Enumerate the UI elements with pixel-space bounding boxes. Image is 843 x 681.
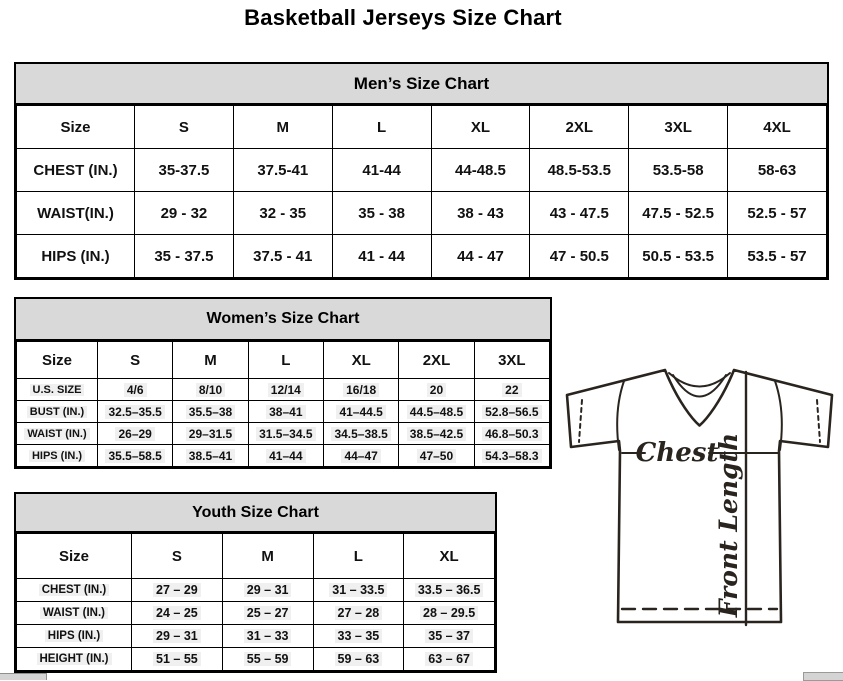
row-label-text: BUST (IN.): [27, 406, 87, 418]
sleeve-dashed-line: [579, 400, 582, 442]
cell-text: 29 – 31: [153, 629, 201, 643]
mens-table: [16, 105, 827, 278]
cell: [248, 423, 323, 445]
mens-header-row: [17, 106, 827, 149]
column-header: XL: [431, 106, 530, 149]
table-row: [17, 235, 827, 278]
cell: [474, 401, 549, 423]
cell-text: 38.5–41: [186, 449, 235, 463]
jersey-body-outline: [567, 370, 832, 622]
cell-text: 46.8–50.3: [482, 427, 541, 441]
column-header: XL: [323, 342, 398, 379]
collar-arc: [669, 373, 730, 387]
table-row: [17, 401, 550, 423]
cell-text: 29 – 31: [244, 583, 292, 597]
cell-text: 41–44: [266, 449, 305, 463]
armhole-seam: [775, 381, 782, 450]
cell: 43 - 47.5: [530, 192, 629, 235]
cell: 35 - 37.5: [135, 235, 234, 278]
row-label-text: CHEST (IN.): [39, 584, 110, 596]
youth-table: [16, 533, 495, 671]
cell-text: 35 – 37: [425, 629, 473, 643]
cell: [98, 379, 173, 401]
table-row: [17, 379, 550, 401]
cell: [222, 579, 313, 602]
cell: [222, 602, 313, 625]
row-label-text: U.S. SIZE: [30, 384, 85, 396]
page-title: Basketball Jerseys Size Chart: [244, 5, 562, 30]
jersey-measurement-diagram: [556, 362, 843, 629]
column-header: M: [222, 534, 313, 579]
cell-text: 33 – 35: [335, 629, 383, 643]
column-header: Size: [17, 342, 98, 379]
cell: 47 - 50.5: [530, 235, 629, 278]
cell: [313, 625, 404, 648]
jersey-outline-icon: [556, 362, 843, 629]
cell: [404, 579, 495, 602]
cell: 32 - 35: [233, 192, 332, 235]
cell-text: 31 – 33: [244, 629, 292, 643]
column-header: 4XL: [728, 106, 827, 149]
womens-header-row: [17, 342, 550, 379]
table-row: [17, 149, 827, 192]
row-label: [17, 579, 132, 602]
cell-text: 31.5–34.5: [256, 427, 315, 441]
womens-table: [16, 341, 550, 467]
front-length-label: Front Length: [714, 432, 743, 618]
cell: [404, 648, 495, 671]
cell: [248, 401, 323, 423]
cell-text: 27 – 29: [153, 583, 201, 597]
cell-text: 34.5–38.5: [331, 427, 390, 441]
cell: [474, 445, 549, 467]
cell: [399, 379, 474, 401]
row-label-text: HIPS (IN.): [29, 450, 85, 462]
cell: 47.5 - 52.5: [629, 192, 728, 235]
cell-text: 41–44.5: [336, 405, 385, 419]
column-header: Size: [17, 534, 132, 579]
table-row: [17, 625, 495, 648]
cell-text: 16/18: [343, 383, 379, 397]
cell: [474, 423, 549, 445]
row-label: HIPS (IN.): [17, 235, 135, 278]
cell-text: 63 – 67: [425, 652, 473, 666]
youth-size-chart: [14, 492, 497, 673]
cell-text: 38.5–42.5: [407, 427, 466, 441]
cell-text: 44.5–48.5: [407, 405, 466, 419]
column-header: S: [132, 534, 223, 579]
column-header: 3XL: [474, 342, 549, 379]
horizontal-scrollbar-fragment[interactable]: [803, 672, 843, 681]
cell-text: 12/14: [268, 383, 304, 397]
cell-text: 55 – 59: [244, 652, 292, 666]
armhole-seam: [617, 381, 624, 450]
cell-text: 33.5 – 36.5: [415, 583, 484, 597]
row-label: [17, 602, 132, 625]
column-header: S: [135, 106, 234, 149]
cell-text: 59 – 63: [335, 652, 383, 666]
column-header: 2XL: [399, 342, 474, 379]
row-label-text: HIPS (IN.): [45, 630, 103, 642]
cell-text: 32.5–35.5: [105, 405, 164, 419]
cell: 52.5 - 57: [728, 192, 827, 235]
cell: [173, 445, 248, 467]
cell: [98, 423, 173, 445]
cell-text: 8/10: [196, 383, 225, 397]
cell-text: 54.3–58.3: [482, 449, 541, 463]
youth-header-row: [17, 534, 495, 579]
cell-text: 29–31.5: [186, 427, 235, 441]
cell-text: 35.5–58.5: [105, 449, 164, 463]
cell: [323, 445, 398, 467]
row-label: [17, 423, 98, 445]
cell: [474, 379, 549, 401]
cell-text: 31 – 33.5: [329, 583, 387, 597]
cell-text: 27 – 28: [335, 606, 383, 620]
youth-chart-title: Youth Size Chart: [16, 494, 495, 533]
cell: [404, 602, 495, 625]
cell: 37.5-41: [233, 149, 332, 192]
cell: 41 - 44: [332, 235, 431, 278]
cell-text: 44–47: [341, 449, 380, 463]
table-row: [17, 579, 495, 602]
row-label: CHEST (IN.): [17, 149, 135, 192]
cell-text: 28 – 29.5: [420, 606, 478, 620]
row-label-text: HEIGHT (IN.): [37, 653, 112, 665]
cell-text: 25 – 27: [244, 606, 292, 620]
cell: 44 - 47: [431, 235, 530, 278]
mens-size-chart: [14, 62, 829, 280]
column-header: 2XL: [530, 106, 629, 149]
table-row: [17, 192, 827, 235]
cell: 58-63: [728, 149, 827, 192]
table-row: [17, 602, 495, 625]
row-label: [17, 401, 98, 423]
column-header: Size: [17, 106, 135, 149]
cell: [323, 423, 398, 445]
cell: 48.5-53.5: [530, 149, 629, 192]
cell: 53.5 - 57: [728, 235, 827, 278]
cell: 44-48.5: [431, 149, 530, 192]
cell-text: 35.5–38: [186, 405, 235, 419]
cell-text: 26–29: [115, 427, 154, 441]
cell: [173, 401, 248, 423]
womens-chart-title: Women’s Size Chart: [16, 299, 550, 341]
cell-text: 38–41: [266, 405, 305, 419]
cell: [173, 379, 248, 401]
cell: 50.5 - 53.5: [629, 235, 728, 278]
column-header: M: [173, 342, 248, 379]
cell-text: 51 – 55: [153, 652, 201, 666]
column-header: L: [313, 534, 404, 579]
cell: [222, 648, 313, 671]
mens-chart-title: Men’s Size Chart: [16, 64, 827, 105]
cell: 35 - 38: [332, 192, 431, 235]
column-header: M: [233, 106, 332, 149]
cell: [404, 625, 495, 648]
cell: 35-37.5: [135, 149, 234, 192]
cell: 53.5-58: [629, 149, 728, 192]
table-row: [17, 423, 550, 445]
cell: 38 - 43: [431, 192, 530, 235]
cell: [98, 401, 173, 423]
cell: [132, 625, 223, 648]
cell: [173, 423, 248, 445]
row-label: [17, 648, 132, 671]
chest-label: Chest: [635, 438, 719, 468]
cell: [313, 648, 404, 671]
cell: [132, 579, 223, 602]
row-label: WAIST(IN.): [17, 192, 135, 235]
cell: 41-44: [332, 149, 431, 192]
cell-text: 52.8–56.5: [482, 405, 541, 419]
row-label: [17, 379, 98, 401]
cell-text: 24 – 25: [153, 606, 201, 620]
cell: [399, 401, 474, 423]
cell: [399, 445, 474, 467]
cell-text: 4/6: [124, 383, 147, 397]
cell: [248, 379, 323, 401]
womens-size-chart: [14, 297, 552, 469]
column-header: L: [248, 342, 323, 379]
cell: [323, 401, 398, 423]
table-row: [17, 648, 495, 671]
cell: [132, 602, 223, 625]
cell-text: 47–50: [417, 449, 456, 463]
cell-text: 20: [427, 383, 446, 397]
cell: [222, 625, 313, 648]
column-header: L: [332, 106, 431, 149]
cell: [313, 579, 404, 602]
cell: [98, 445, 173, 467]
cell: [323, 379, 398, 401]
column-header: XL: [404, 534, 495, 579]
cell: 29 - 32: [135, 192, 234, 235]
row-label: [17, 445, 98, 467]
cell: [248, 445, 323, 467]
column-header: S: [98, 342, 173, 379]
cell: [132, 648, 223, 671]
table-row: [17, 445, 550, 467]
row-label-text: WAIST (IN.): [40, 607, 108, 619]
row-label: [17, 625, 132, 648]
row-label-text: WAIST (IN.): [24, 428, 89, 440]
cell: 37.5 - 41: [233, 235, 332, 278]
cell: [399, 423, 474, 445]
cell-text: 22: [502, 383, 521, 397]
sleeve-dashed-line: [817, 400, 820, 442]
cell: [313, 602, 404, 625]
column-header: 3XL: [629, 106, 728, 149]
